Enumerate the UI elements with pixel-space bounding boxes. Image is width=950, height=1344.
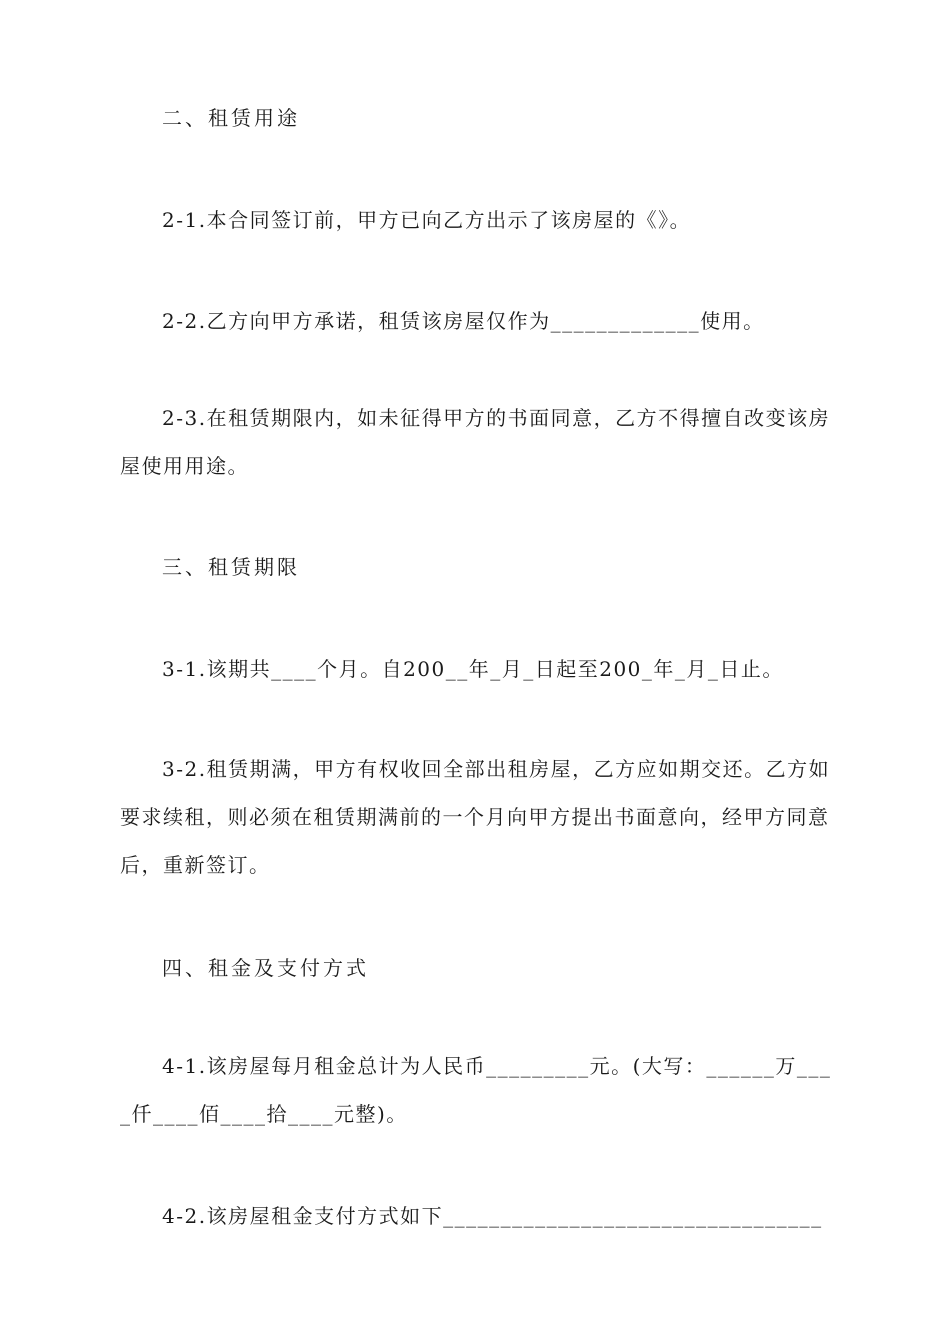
clause-2-1: 2-1.本合同签订前，甲方已向乙方出示了该房屋的《》。 <box>162 208 692 232</box>
section-heading-rent: 四、租金及支付方式 <box>162 956 369 980</box>
clause-3-2: 3-2.租赁期满，甲方有权收回全部出租房屋，乙方应如期交还。乙方如要求续租，则必须在租赁期满前的一个月向甲方提出书面意向，经甲方同意后，重新签订。 <box>120 757 831 877</box>
clause-2-2: 2-2.乙方向甲方承诺，租赁该房屋仅作为_____________使用。 <box>162 309 765 333</box>
clause-2-3: 2-3.在租赁期限内，如未征得甲方的书面同意，乙方不得擅自改变该房屋使用用途。 <box>120 406 831 478</box>
clause-4-2: 4-2.该房屋租金支付方式如下_________________________________ <box>162 1204 823 1228</box>
section-heading-usage: 二、租赁用途 <box>162 106 300 130</box>
section-heading-term: 三、租赁期限 <box>162 555 300 579</box>
clause-4-1: 4-1.该房屋每月租金总计为人民币_________元。(大写：______万____仟____佰____拾____元整)。 <box>120 1054 832 1126</box>
clause-3-1: 3-1.该期共____个月。自200__年_月_日起至200_年_月_日止。 <box>162 657 784 681</box>
